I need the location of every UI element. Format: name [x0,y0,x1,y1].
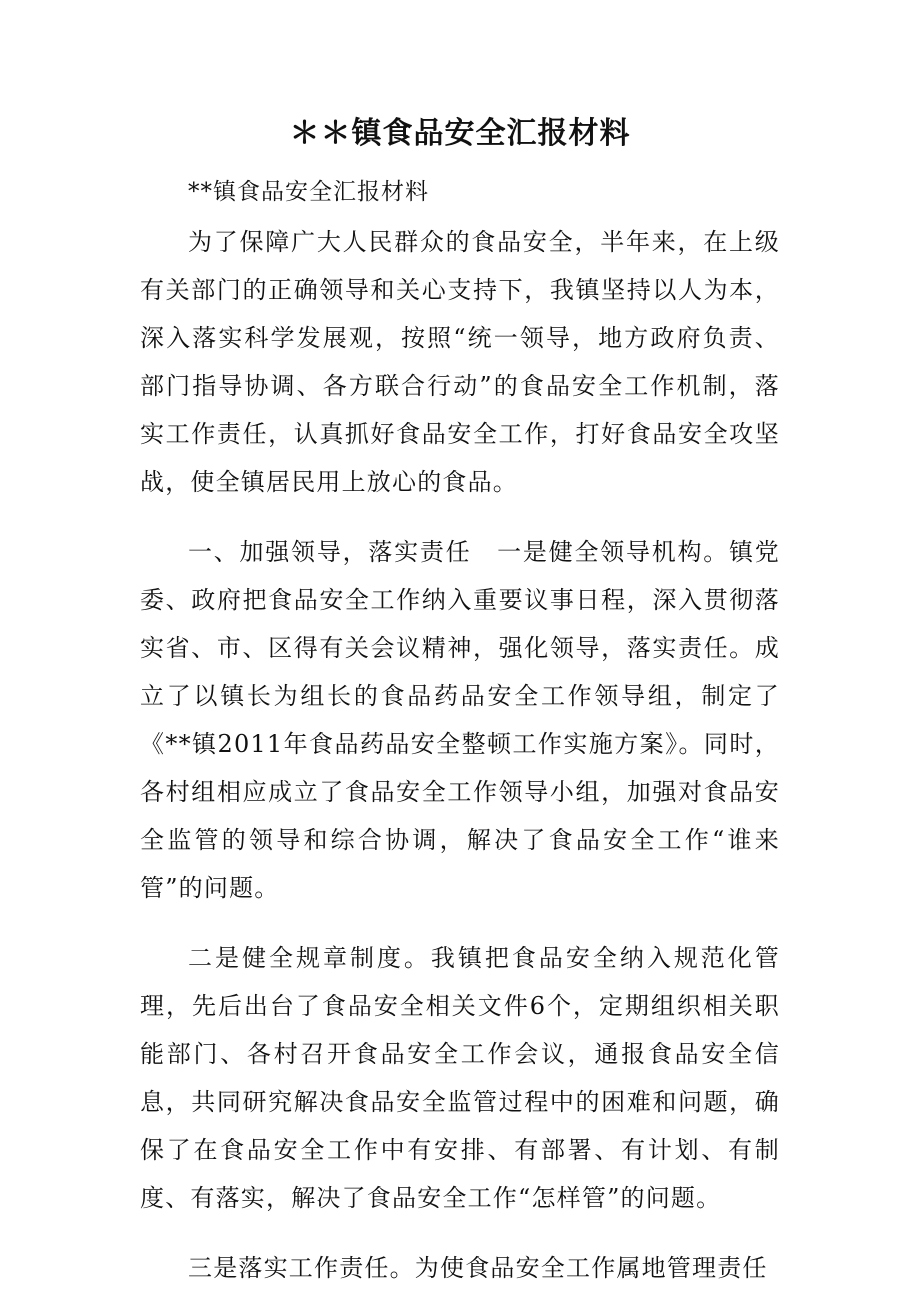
paragraph-section-one: 一、加强领导，落实责任 一是健全领导机构。镇党委、政府把食品安全工作纳入重要议事日程，深入贯彻落实省、市、区得有关会议精神，强化领导，落实责任。成立了以镇长为组长的食品药品安全工作领导组，制定了《**镇2011年食品药品安全整顿工作实施方案》。同时，各村组相应成立了食品安全工作领导小组，加强对食品安全监管的领导和综合协调，解决了食品安全工作“谁来管”的问题。 [140,538,780,902]
paragraph-intro: 为了保障广大人民群众的食品安全，半年来，在上级有关部门的正确领导和关心支持下，我镇坚持以人为本，深入落实科学发展观，按照“统一领导，地方政府负责、部门指导协调、各方联合行动”的食品安全工作机制，落实工作责任，认真抓好食品安全工作，打好食品安全攻坚战，使全镇居民用上放心的食品。 [140,228,780,496]
document-body [140,218,780,1292]
document-subtitle: **镇食品安全汇报材料 [188,179,429,205]
paragraph-rules: 二是健全规章制度。我镇把食品安全纳入规范化管理，先后出台了食品安全相关文件6个，定期组织相关职能部门、各村召开食品安全工作会议，通报食品安全信息，共同研究解决食品安全监管过程中的困难和问题，确保了在食品安全工作中有安排、有部署、有计划、有制度、有落实，解决了食品安全工作“怎样管”的问题。 [140,944,780,1212]
document-title: ＊＊镇食品安全汇报材料 [289,116,631,151]
paragraph-responsibility: 三是落实工作责任。为使食品安全工作属地管理责任 [188,1254,768,1282]
